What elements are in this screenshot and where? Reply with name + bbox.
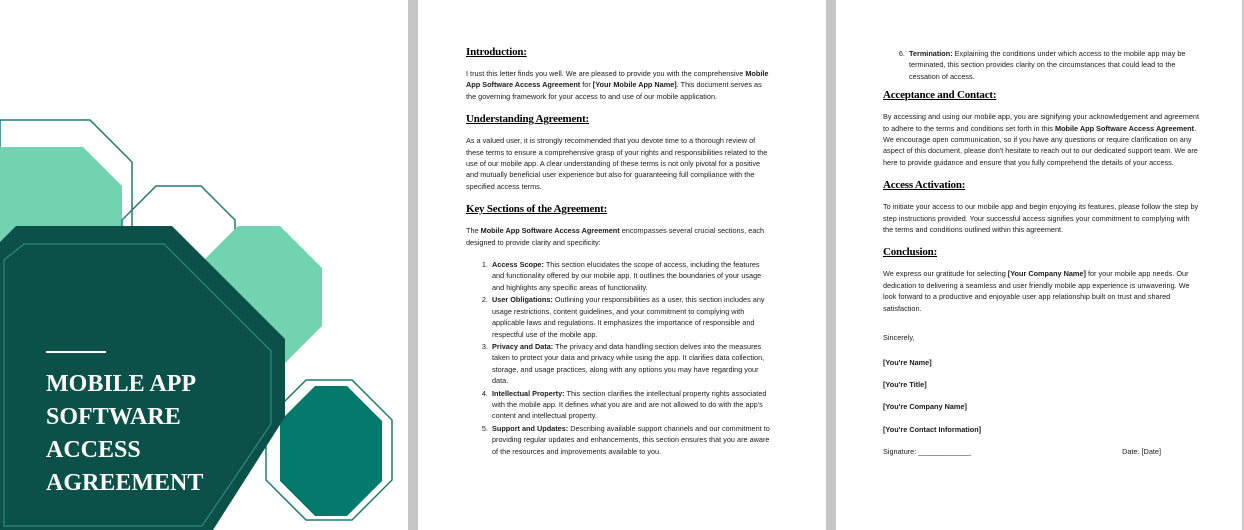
understanding-heading: Understanding Agreement: bbox=[466, 113, 590, 126]
signer-name: [You're Name] bbox=[883, 357, 932, 367]
termination-list bbox=[883, 48, 1201, 82]
list-item: 1. Access Scope: This section elucidates the scope of access, including the features and functionality offered by our mobile app. It outlines the boundaries of your usage and highlights any specific areas of functionality. bbox=[490, 259, 772, 293]
title-rule bbox=[46, 351, 106, 353]
list-item: 6. Termination: Explaining the conditions under which access to the mobile app may be terminated, this section provides clarity on the circumstances that could lead to the cessation of access. bbox=[907, 48, 1201, 82]
cover-title-line: AGREEMENT bbox=[46, 470, 204, 496]
acceptance-heading: Acceptance and Contact: bbox=[883, 89, 997, 102]
page-three-content bbox=[883, 48, 1201, 458]
page-two-content bbox=[466, 46, 772, 458]
list-item: 2. User Obligations: Outlining your responsibilities as a user, this section includes any usage restrictions, content guidelines, and your commitment to complying with applicable laws and regulations. It emphasizes the importance of responsible and respectful use of the mobile app. bbox=[490, 294, 772, 340]
intro-heading: Introduction: bbox=[466, 46, 527, 58]
activation-paragraph: To initiate your access to our mobile app and begin enjoying its features, please follow the step by step instructions provided. Your successful access signifies your commitment to complying with the terms and conditions outlined within this agreement. bbox=[883, 202, 1199, 235]
key-sections-list bbox=[466, 259, 772, 457]
page-two bbox=[418, 0, 826, 530]
cover-title-line: SOFTWARE bbox=[46, 404, 181, 430]
page-three bbox=[836, 0, 1242, 530]
signer-company: [You're Company Name] bbox=[883, 402, 967, 412]
acceptance-paragraph: By accessing and using our mobile app, you are signifying your acknowledgement and agreement to adhere to the terms and conditions set forth in this Mobile App Software Access Agreement. We encourage open communication, so if you have any questions or require clarification on any aspect of this document, please don't hesitate to reach out to our dedicated support team. We are here to provide guidance and ensure that you fully comprehend the details of your access. bbox=[883, 112, 1199, 167]
activation-heading: Access Activation: bbox=[883, 179, 966, 192]
understanding-paragraph: As a valued user, it is strongly recommended that you devote time to a thorough review of these terms to ensure a comprehensive grasp of your rights and responsibilities related to the use of our mobile app. A clear understanding of these terms is not only pivotal for a positive and mutually beneficial user experience but also for guaranteeing full compliance with the specified access terms. bbox=[466, 136, 768, 191]
list-item: 3. Privacy and Data: The privacy and data handling section delves into the measures taken to protect your data and privacy while using the app. It clarifies data collection, storage, and usage practices, along with any options you may have regarding your data. bbox=[490, 341, 772, 387]
cover-title bbox=[46, 368, 306, 500]
signer-contact: [You're Contact Information] bbox=[883, 424, 982, 434]
key-sections-intro: The Mobile App Software Access Agreement encompasses several crucial sections, each designed to provide clarity and specificity: bbox=[466, 226, 765, 247]
cover-title-line: MOBILE APP bbox=[46, 371, 197, 397]
cover-title-line: ACCESS bbox=[46, 437, 141, 463]
sincerely-text: Sincerely, bbox=[883, 333, 915, 343]
conclusion-heading: Conclusion: bbox=[883, 246, 938, 259]
signature-line: Signature: _____________ bbox=[883, 447, 972, 457]
signature-row bbox=[883, 446, 1201, 458]
signature-block bbox=[883, 332, 1201, 458]
intro-paragraph: I trust this letter finds you well. We are pleased to provide you with the comprehensive Mobile App Software Access Agreement for [Your Mobile App Name]. This document serves as the governing framework for your access to and use of our mobile application. bbox=[466, 69, 769, 101]
conclusion-paragraph: We express our gratitude for selecting [Your Company Name] for your mobile app needs. Our dedication to delivering a seamless and user friendly mobile app experience is unwavering. We look forward to a productive and enjoyable user app relationship built on trust and shared satisfaction. bbox=[883, 269, 1190, 313]
signer-title: [You're Title] bbox=[883, 379, 927, 389]
list-item: 4. Intellectual Property: This section clarifies the intellectual property rights associated with the mobile app. It defines what you are and are not allowed to do with the app's content and intellectual property. bbox=[490, 388, 772, 422]
cover-page bbox=[0, 0, 408, 530]
list-item: 5. Support and Updates: Describing available support channels and our commitment to providing regular updates and enhancements, this section ensures that you are aware of the resources and improvements available to you. bbox=[490, 423, 772, 457]
date-line: Date: [Date] bbox=[1122, 447, 1161, 457]
key-sections-heading: Key Sections of the Agreement: bbox=[466, 203, 608, 216]
